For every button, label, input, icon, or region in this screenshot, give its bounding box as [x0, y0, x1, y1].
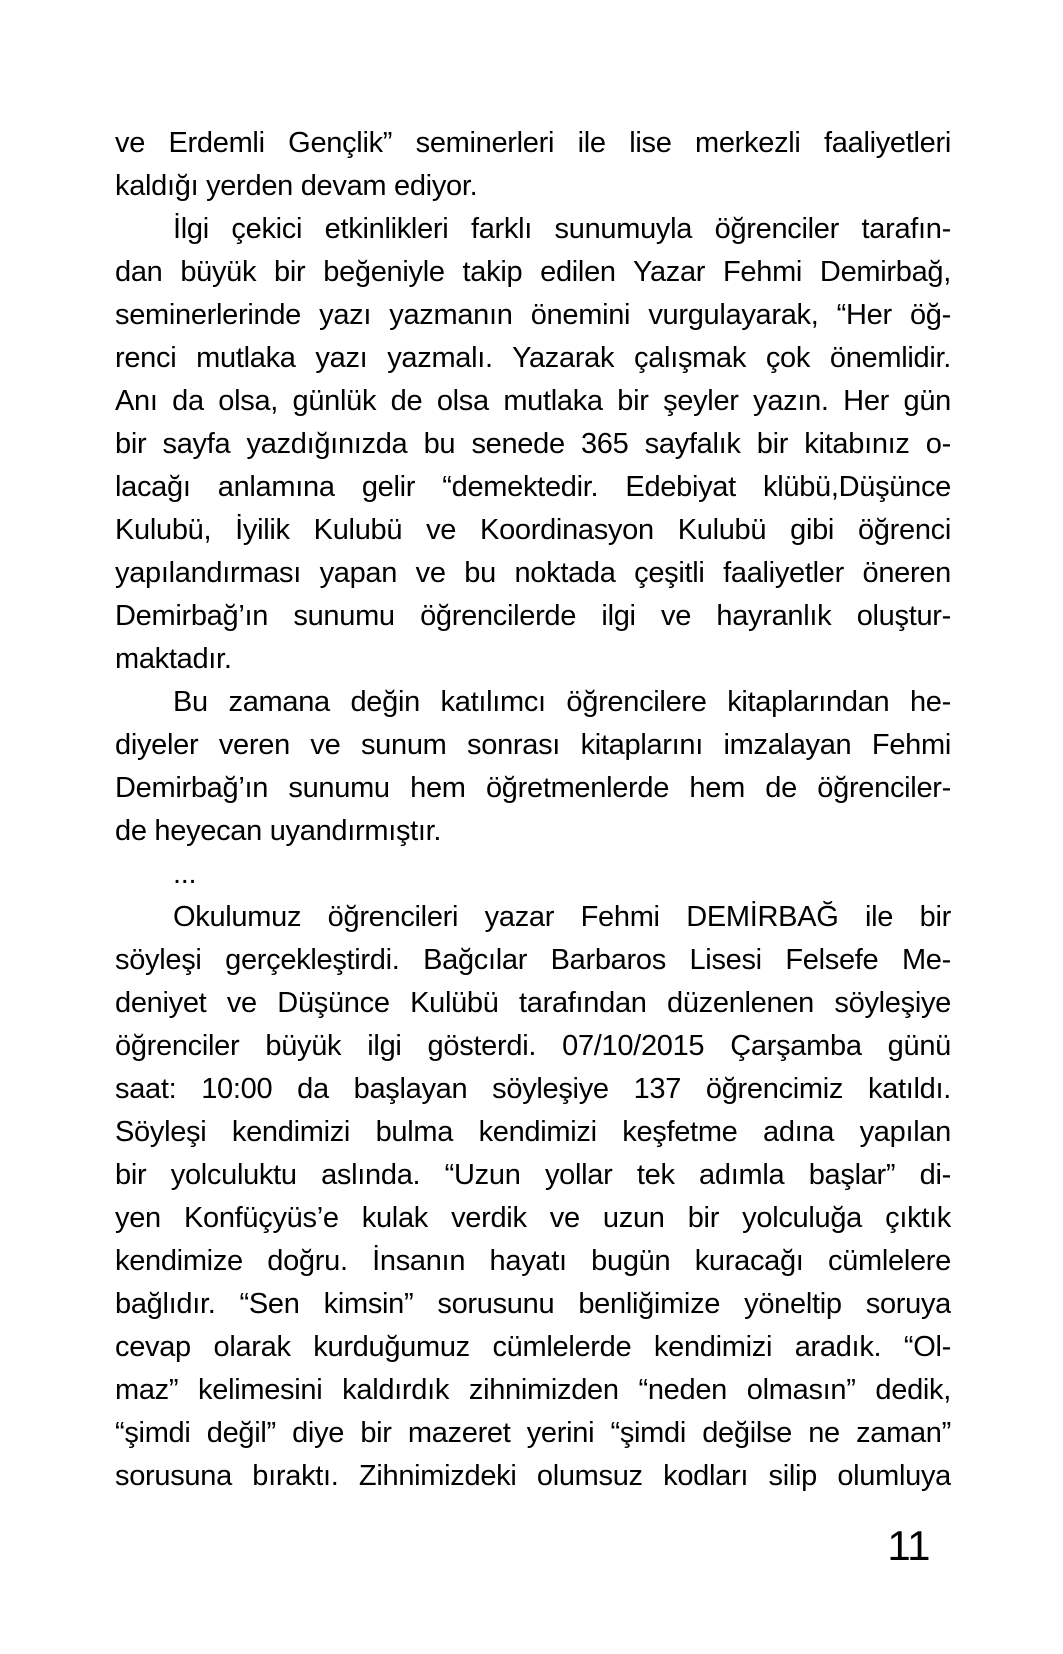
- text-line: sorusuna bıraktı. Zihnimizdeki olumsuz kodları silip olumluya: [115, 1460, 951, 1492]
- text-line: maz” kelimesini kaldırdık zihnimizden “neden olmasın” dedik,: [115, 1374, 951, 1406]
- text-line: ...: [173, 858, 197, 890]
- text-line: Anı da olsa, günlük de olsa mutlaka bir şeyler yazın. Her gün: [115, 385, 951, 417]
- text-line: bir sayfa yazdığınızda bu senede 365 sayfalık bir kitabınız o-: [115, 428, 951, 460]
- text-line: lacağı anlamına gelir “demektedir. Edebiyat klübü,Düşünce: [115, 471, 951, 503]
- text-line: deniyet ve Düşünce Kulübü tarafından düzenlenen söyleşiye: [115, 987, 951, 1019]
- text-line: Söyleşi kendimizi bulma kendimizi keşfetme adına yapılan: [115, 1116, 951, 1148]
- text-line: ve Erdemli Gençlik” seminerleri ile lise merkezli faaliyetleri: [115, 127, 951, 159]
- text-line: saat: 10:00 da başlayan söyleşiye 137 öğrencimiz katıldı.: [115, 1073, 951, 1105]
- text-line: Demirbağ’ın sunumu öğrencilerde ilgi ve hayranlık oluştur-: [115, 600, 951, 632]
- text-line: seminerlerinde yazı yazmanın önemini vurgulayarak, “Her öğ-: [115, 299, 951, 331]
- text-line: maktadır.: [115, 643, 232, 675]
- text-line: kaldığı yerden devam ediyor.: [115, 170, 478, 202]
- text-line: bağlıdır. “Sen kimsin” sorusunu benliğimize yöneltip soruya: [115, 1288, 951, 1320]
- text-line: İlgi çekici etkinlikleri farklı sunumuyla öğrenciler tarafın-: [173, 213, 951, 245]
- text-line: Kulubü, İyilik Kulubü ve Koordinasyon Kulubü gibi öğrenci: [115, 514, 951, 546]
- text-line: söyleşi gerçekleştirdi. Bağcılar Barbaros Lisesi Felsefe Me-: [115, 944, 951, 976]
- text-line: diyeler veren ve sunum sonrası kitaplarını imzalayan Fehmi: [115, 729, 951, 761]
- text-line: “şimdi değil” diye bir mazeret yerini “şimdi değilse ne zaman”: [115, 1417, 951, 1449]
- text-line: Okulumuz öğrencileri yazar Fehmi DEMİRBAĞ ile bir: [173, 901, 951, 933]
- text-line: renci mutlaka yazı yazmalı. Yazarak çalışmak çok önemlidir.: [115, 342, 951, 374]
- text-line: cevap olarak kurduğumuz cümlelerde kendimizi aradık. “Ol-: [115, 1331, 951, 1363]
- text-line: dan büyük bir beğeniyle takip edilen Yazar Fehmi Demirbağ,: [115, 256, 951, 288]
- text-line: bir yolculuktu aslında. “Uzun yollar tek adımla başlar” di-: [115, 1159, 951, 1191]
- text-line: yen Konfüçyüs’e kulak verdik ve uzun bir yolculuğa çıktık: [115, 1202, 951, 1234]
- text-line: yapılandırması yapan ve bu noktada çeşitli faaliyetler öneren: [115, 557, 951, 589]
- text-line: de heyecan uyandırmıştır.: [115, 815, 442, 847]
- text-line: Demirbağ’ın sunumu hem öğretmenlerde hem de öğrenciler-: [115, 772, 951, 804]
- page-text-block: [115, 122, 951, 1498]
- text-line: kendimize doğru. İnsanın hayatı bugün kuracağı cümlelere: [115, 1245, 951, 1277]
- text-line: Bu zamana değin katılımcı öğrencilere kitaplarından he-: [173, 686, 951, 718]
- text-line: öğrenciler büyük ilgi gösterdi. 07/10/2015 Çarşamba günü: [115, 1030, 951, 1062]
- page-number: 11: [887, 1522, 930, 1569]
